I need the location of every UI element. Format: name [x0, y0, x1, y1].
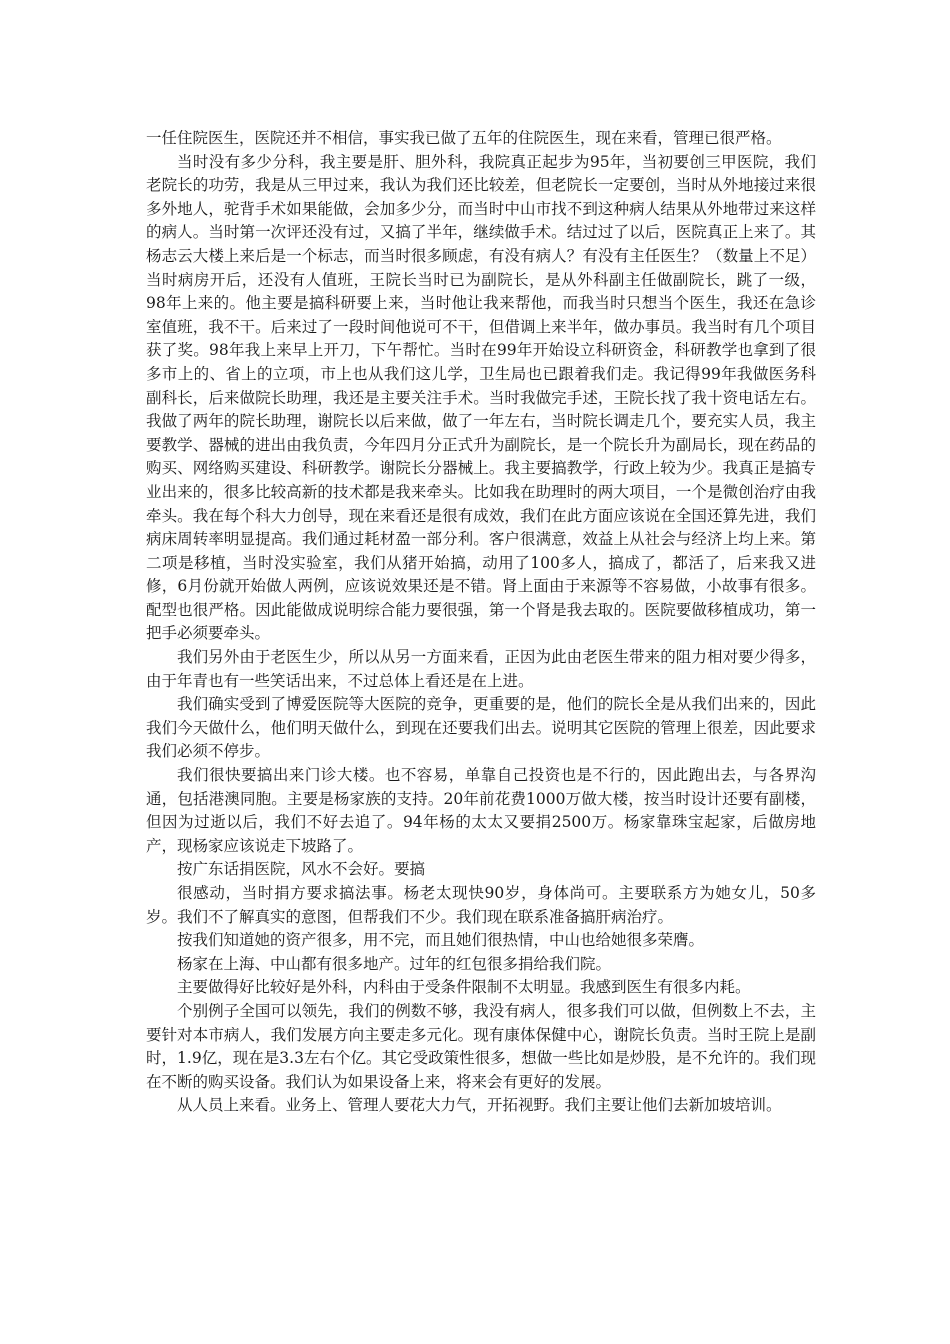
- paragraph-4: 我们确实受到了博爱医院等大医院的竞争，更重要的是，他们的院长全是从我们出来的，因此我们今天做什么，他们明天做什么，到现在还要我们出去。说明其它医院的管理上很差，因此要求我们必须不停步。: [146, 695, 816, 761]
- document-body: [146, 127, 816, 1118]
- paragraph-10: 主要做得好比较好是外科，内科由于受条件限制不太明显。我感到医生有很多内耗。: [177, 978, 751, 997]
- paragraph-9: 杨家在上海、中山都有很多地产。过年的红包很多捐给我们院。: [177, 954, 612, 973]
- paragraph-2: 当时没有多少分科，我主要是肝、胆外科，我院真正起步为95年，当初要创三甲医院，我们老院长的功劳，我是从三甲过来，我认为我们还比较差，但老院长一定要创，当时从外地接过来很多外地人，驼背手术如果能做，会加多少分，而当时中山市找不到这种病人结果从外地带过来这样的病人。当时第一次评还没有过，又搞了半年，继续做手术。结过过了以后，医院真正上来了。其杨志云大楼上来后是一个标志，而当时很多顾虑，有没有病人？有没有主任医生？（数量上不足）当时病房开后，还没有人值班，王院长当时已为副院长，是从外科副主任做副院长，跳了一级，98年上来的。他主要是搞科研要上来，当时他让我来帮他，而我当时只想当个医生，我还在急诊室值班，我不干。后来过了一段时间他说可不干，但借调上来半年，做办事员。我当时有几个项目获了奖。98年我上来早上开刀，下午帮忙。当时在99年开始设立科研资金，科研教学也拿到了很多市上的、省上的立项，市上也从我们这儿学，卫生局也已跟着我们走。我记得99年我做医务科副科长，后来做院长助理，我还是主要关注手术。当时我做完手述，王院长找了我十资电话左右。我做了两年的院长助理，谢院长以后来做，做了一年左右，当时院长调走几个，要充实人员，我主要教学、器械的进出由我负责，今年四月分正式升为副院长，是一个院长升为副局长，现在药品的购买、网络购买建设、科研教学。谢院长分器械上。我主要搞教学，行政上较为少。我真正是搞专业出来的，很多比较高新的技术都是我来牵头。比如我在助理时的两大项目，一个是微创治疗由我牵头。我在每个科大力创导，现在来看还是很有成效，我们在此方面应该说在全国还算先进，我们病床周转率明显提高。我们通过耗材盈一部分利。客户很满意，效益上从社会与经济上均上来。第二项是移植，当时没实验室，我们从猪开始搞，动用了100多人，搞成了，都活了，后来我又进修，6月份就开始做人两例，应该说效果还是不错。肾上面由于来源等不容易做，小故事有很多。配型也很严格。因此能做成说明综合能力要很强，第一个肾是我去取的。医院要做移植成功，第一把手必须要牵头。: [146, 152, 816, 643]
- paragraph-1: 一任住院医生，医院还并不相信，事实我已做了五年的住院医生，现在来看，管理已很严格。: [146, 129, 782, 147]
- paragraph-5: 我们很快要搞出来门诊大楼。也不容易，单靠自己投资也是不行的，因此跑出去，与各界沟通，包括港澳同胞。主要是杨家族的支持。20年前花费1000万做大楼，按当时设计还要有副楼，但因为过逝以后，我们不好去追了。94年杨的太太又要捐2500万。杨家靠珠宝起家，后做房地产，现杨家应该说走下坡路了。: [146, 766, 816, 855]
- paragraph-12: 从人员上来看。业务上、管理人要花大力气，开拓视野。我们主要让他们去新加坡培训。: [177, 1096, 782, 1115]
- paragraph-7: 很感动，当时捐方要求搞法事。杨老太现快90岁，身体尚可。主要联系方为她女儿，50多岁。我们不了解真实的意图，但帮我们不少。我们现在联系准备搞肝病治疗。: [146, 884, 816, 926]
- paragraph-6: 按广东话捐医院，风水不会好。要搞: [177, 860, 426, 879]
- paragraph-11: 个别例子全国可以领先，我们的例数不够，我没有病人，很多我们可以做，但例数上不去，主要针对本市病人，我们发展方向主要走多元化。现有康体保健中心，谢院长负责。当时王院上是副时，1.9亿，现在是3.3左右个亿。其它受政策性很多，想做一些比如是炒股，是不允许的。我们现在不断的购买设备。我们认为如果设备上来，将来会有更好的发展。: [146, 1001, 816, 1091]
- paragraph-3: 我们另外由于老医生少，所以从另一方面来看，正因为此由老医生带来的阻力相对要少得多，由于年青也有一些笑话出来，不过总体上看还是在上进。: [146, 648, 816, 690]
- paragraph-8: 按我们知道她的资产很多，用不完，而且她们很热情，中山也给她很多荣膺。: [177, 931, 705, 950]
